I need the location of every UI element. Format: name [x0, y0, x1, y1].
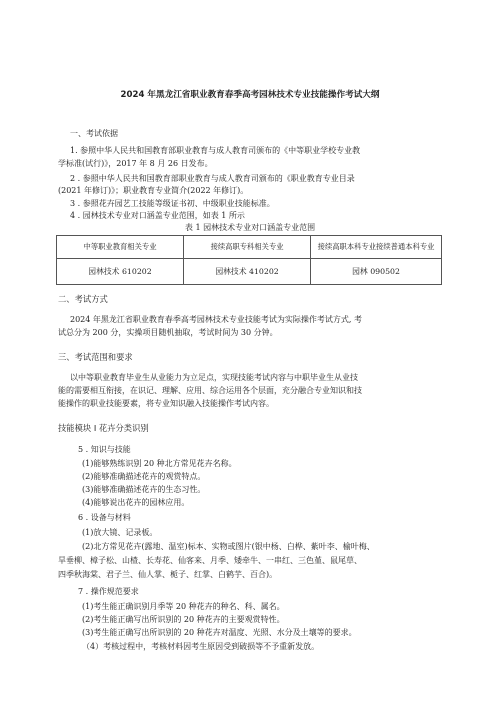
operation-item: (2)考生能正确写出所识别的 20 种花卉的主要观赏特性。 [82, 615, 285, 624]
table-cell: 园林技术 610202 [57, 259, 184, 285]
equipment-item: (2)北方常见花卉(露地、温室)标本、实物或图片(银中杨、白桦、紫叶李、榆叶梅、 [82, 542, 375, 551]
basis-line-2: 学标准(试行)》，2017 年 8 月 26 日发布。 [58, 159, 213, 168]
knowledge-item: (2)能够准确描述花卉的观赏特点。 [82, 472, 206, 481]
section-heading-method: 二、考试方式 [58, 294, 108, 304]
table-cell: 园林技术 410202 [184, 259, 311, 285]
operation-item: (1)考生能正确识别月季等 20 种花卉的种名、科、属名。 [82, 602, 285, 611]
operation-item: （4）考核过程中，考核材料因考生原因受到破损等不予重新发放。 [82, 642, 320, 651]
basis-line-3: 2 . 参照中华人民共和国教育部职业教育与成人教育司颁布的《职业教育专业目录 [70, 174, 355, 183]
basis-line-1: 1. 参照中华人民共和国教育部职业教育与成人教育司颁布的《中等职业学校专业教 [70, 146, 361, 155]
module-heading: 技能模块 I 花卉分类识别 [58, 423, 149, 433]
major-scope-table [56, 235, 442, 285]
table-header-cell: 接续高职本科专业接续普通本科专业 [311, 236, 442, 259]
operation-heading: 7 . 操作规范要求 [78, 587, 139, 596]
scope-line-2: 能的需要相互衔接，在识记、理解、应用、综合运用各个层面，充分融合专业知识和技 [58, 386, 362, 395]
knowledge-item: (1)能够熟练识别 20 种北方常见花卉名称。 [82, 459, 237, 468]
knowledge-item: (3)能够准确描述花卉的生态习性。 [82, 485, 206, 494]
method-line-2: 试总分为 200 分，实操项目随机抽取，考试时间为 30 分钟。 [58, 328, 278, 337]
basis-line-6: 4 . 园林技术专业对口涵盖专业范围，如表 1 所示 [70, 211, 245, 220]
method-line-1: 2024 年黑龙江省职业教育春季高考园林技术专业技能考试为实际操作考试方式, 考 [70, 315, 362, 324]
section-heading-scope: 三、考试范围和要求 [58, 352, 133, 362]
scope-line-1: 以中等职业教育毕业生从业能力为立足点，实现技能考试内容与中职毕业生从业技 [70, 373, 358, 382]
knowledge-heading: 5 . 知识与技能 [78, 445, 131, 454]
table-row [57, 259, 442, 285]
basis-line-5: 3 . 参照花卉园艺工技能等级证书初、中级职业技能标准。 [70, 199, 275, 208]
table-header-cell: 中等职业教育相关专业 [57, 236, 184, 259]
page-title: 2024 年黑龙江省职业教育春季高考园林技术专业技能操作考试大纲 [120, 90, 380, 100]
equipment-heading: 6 . 设备与材料 [78, 513, 131, 522]
equipment-item: (1)放大镜、记录板。 [82, 528, 158, 537]
operation-item: (3)考生能正确写出所识别的 20 种花卉对温度、光照、水分及土壤等的要求。 [82, 628, 357, 637]
scope-line-3: 能操作的职业技能要素，将专业知识融入技能操作考试内容。 [58, 399, 274, 408]
knowledge-item: (4)能够说出花卉的园林应用。 [82, 498, 190, 507]
table-header-cell: 接续高职专科相关专业 [184, 236, 311, 259]
equipment-item-cont: 四季秋海棠、君子兰、仙人掌、栀子、红掌、白鹤芋、百合)。 [58, 570, 278, 579]
section-heading-basis: 一、考试依据 [70, 129, 118, 138]
equipment-item-cont: 旱垂柳、樟子松、山楂、长寿花、仙客来、月季、矮牵牛、一串红、三色堇、鼠尾草、 [58, 556, 362, 565]
table-cell: 园林 090502 [311, 259, 442, 285]
basis-line-4: (2021 年修订)》；职业教育专业简介(2022 年修订)。 [58, 186, 249, 195]
table-header-row [57, 236, 442, 259]
table-caption: 表 1 园林技术专业对口涵盖专业范围 [184, 223, 316, 232]
